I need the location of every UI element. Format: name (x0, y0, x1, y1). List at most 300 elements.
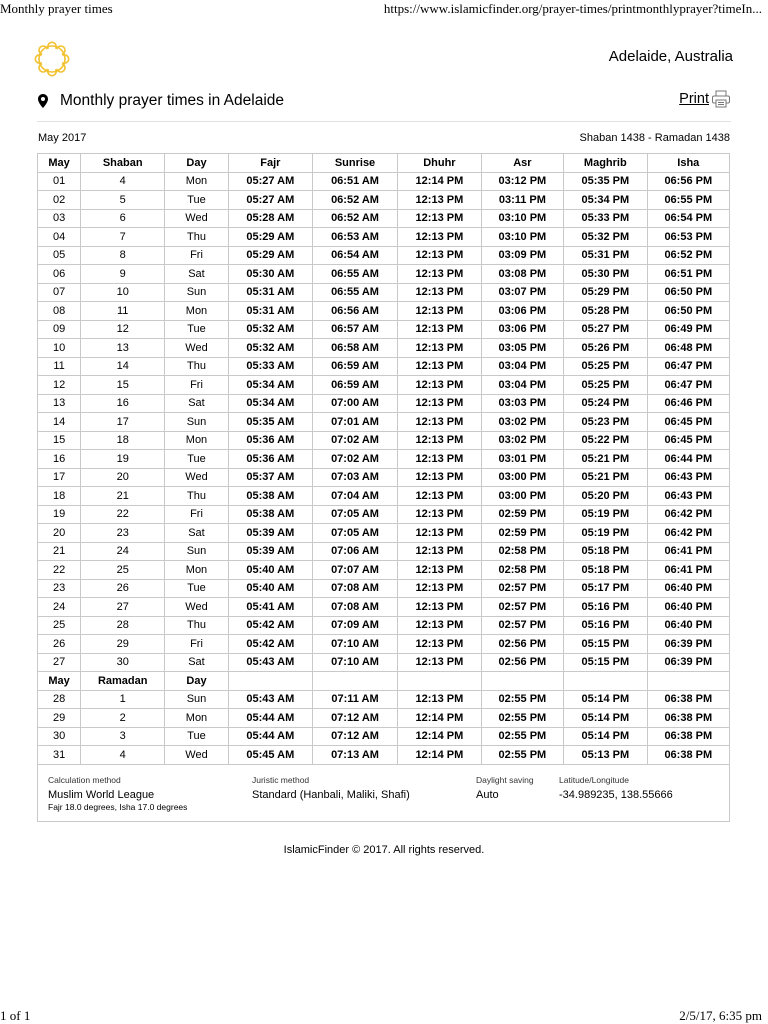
table-cell: 08 (38, 302, 81, 321)
table-cell: 07:02 AM (312, 450, 397, 469)
table-cell: 05:31 AM (228, 283, 312, 302)
table-cell: 03:08 PM (481, 265, 563, 284)
table-cell: 03 (38, 209, 81, 228)
prayer-times-panel (37, 153, 730, 822)
page-title (38, 92, 284, 110)
table-cell: 06:42 PM (647, 505, 729, 524)
table-cell: Thu (165, 616, 229, 635)
table-cell: 30 (81, 653, 165, 672)
table-cell: 12:14 PM (398, 172, 482, 191)
table-cell: 05:44 AM (228, 727, 312, 746)
table-cell: 31 (38, 746, 81, 765)
table-cell: 06:47 PM (647, 357, 729, 376)
table-cell: 12:13 PM (398, 339, 482, 358)
table-row (38, 616, 730, 635)
table-cell: 06:38 PM (647, 746, 729, 765)
table-cell: 05:33 AM (228, 357, 312, 376)
table-cell: 05:32 PM (564, 228, 648, 247)
table-cell: 11 (38, 357, 81, 376)
table-cell: 29 (38, 709, 81, 728)
month-label: May 2017 (38, 132, 87, 144)
table-cell: 12 (81, 320, 165, 339)
table-cell: 05:13 PM (564, 746, 648, 765)
table-cell: Thu (165, 357, 229, 376)
table-cell: Fri (165, 635, 229, 654)
table-cell: 05:16 PM (564, 598, 648, 617)
table-cell: 19 (38, 505, 81, 524)
table-cell: 06:47 PM (647, 376, 729, 395)
table-cell: 03:01 PM (481, 450, 563, 469)
prayer-times-table (37, 153, 730, 765)
table-cell: 06:58 AM (312, 339, 397, 358)
column-header: Shaban (81, 154, 165, 173)
table-cell: Wed (165, 598, 229, 617)
table-cell: 21 (81, 487, 165, 506)
table-cell: 15 (81, 376, 165, 395)
table-row (38, 468, 730, 487)
table-row (38, 413, 730, 432)
table-cell: 5 (81, 191, 165, 210)
table-cell: 06:54 PM (647, 209, 729, 228)
table-cell: 12:14 PM (398, 727, 482, 746)
table-cell: 05:43 AM (228, 653, 312, 672)
table-cell: 05:32 AM (228, 320, 312, 339)
print-label[interactable]: Print (679, 91, 709, 107)
table-cell: 12:13 PM (398, 450, 482, 469)
juristic-method-value: Standard (Hanbali, Maliki, Shafi) (252, 789, 410, 801)
empty-cell (228, 672, 312, 691)
table-cell: 06:50 PM (647, 283, 729, 302)
table-cell: 12:13 PM (398, 246, 482, 265)
daylight-saving-label: Daylight saving (476, 775, 534, 785)
table-cell: 05:44 AM (228, 709, 312, 728)
table-cell: 12:13 PM (398, 209, 482, 228)
table-cell: 07:08 AM (312, 579, 397, 598)
table-cell: 05:30 AM (228, 265, 312, 284)
table-cell: 07:05 AM (312, 524, 397, 543)
lat-long-value: -34.989235, 138.55666 (559, 789, 673, 801)
table-cell: 07:12 AM (312, 727, 397, 746)
table-row (38, 542, 730, 561)
table-row (38, 246, 730, 265)
table-cell: 17 (38, 468, 81, 487)
table-cell: 06 (38, 265, 81, 284)
table-row (38, 505, 730, 524)
table-cell: 06:41 PM (647, 561, 729, 580)
table-cell: Fri (165, 246, 229, 265)
table-cell: 05:28 PM (564, 302, 648, 321)
table-row (38, 690, 730, 709)
print-page-number: 1 of 1 (0, 1008, 31, 1023)
table-cell: 06:50 PM (647, 302, 729, 321)
table-cell: 11 (81, 302, 165, 321)
table-row (38, 228, 730, 247)
table-cell: 05:36 AM (228, 431, 312, 450)
table-cell: 12:13 PM (398, 265, 482, 284)
table-cell: Sat (165, 524, 229, 543)
table-row (38, 394, 730, 413)
table-cell: 12:13 PM (398, 579, 482, 598)
table-cell: 12:13 PM (398, 191, 482, 210)
table-cell: 13 (81, 339, 165, 358)
divider (37, 121, 731, 122)
table-cell: 25 (38, 616, 81, 635)
table-cell: 05:38 AM (228, 487, 312, 506)
daylight-saving-value: Auto (476, 789, 499, 801)
table-cell: 03:00 PM (481, 468, 563, 487)
table-cell: 06:46 PM (647, 394, 729, 413)
table-cell: 05:30 PM (564, 265, 648, 284)
table-cell: 15 (38, 431, 81, 450)
table-cell: 05:34 AM (228, 394, 312, 413)
table-cell: 6 (81, 209, 165, 228)
table-row (38, 431, 730, 450)
table-cell: 12:13 PM (398, 376, 482, 395)
table-cell: 02:58 PM (481, 561, 563, 580)
table-cell: 12:13 PM (398, 505, 482, 524)
table-row (38, 172, 730, 191)
table-cell: 05:14 PM (564, 709, 648, 728)
table-row (38, 598, 730, 617)
calc-method (48, 775, 154, 801)
table-row (38, 746, 730, 765)
table-cell: 06:55 AM (312, 265, 397, 284)
table-cell: 26 (81, 579, 165, 598)
table-cell: 07:02 AM (312, 431, 397, 450)
table-cell: Fri (165, 505, 229, 524)
table-cell: 06:43 PM (647, 487, 729, 506)
empty-cell (647, 672, 729, 691)
table-cell: 05:27 PM (564, 320, 648, 339)
table-cell: 05:24 PM (564, 394, 648, 413)
table-cell: 4 (81, 172, 165, 191)
table-cell: 07:08 AM (312, 598, 397, 617)
table-cell: 05:20 PM (564, 487, 648, 506)
table-cell: 02:58 PM (481, 542, 563, 561)
table-cell: 06:40 PM (647, 616, 729, 635)
table-cell: 07:06 AM (312, 542, 397, 561)
calc-method-value: Muslim World League (48, 789, 155, 801)
table-cell: 06:56 PM (647, 172, 729, 191)
table-cell: 12:13 PM (398, 302, 482, 321)
table-cell: 14 (38, 413, 81, 432)
table-cell: 23 (81, 524, 165, 543)
table-cell: 06:41 PM (647, 542, 729, 561)
table-cell: 27 (81, 598, 165, 617)
table-cell: 06:45 PM (647, 431, 729, 450)
table-cell: 05:29 AM (228, 246, 312, 265)
table-cell: 03:06 PM (481, 302, 563, 321)
empty-cell (312, 672, 397, 691)
table-cell: 18 (38, 487, 81, 506)
table-cell: 06:59 AM (312, 376, 397, 395)
table-row (38, 487, 730, 506)
table-row (38, 376, 730, 395)
table-cell: Sun (165, 542, 229, 561)
table-row (38, 635, 730, 654)
table-cell: 06:59 AM (312, 357, 397, 376)
table-cell: 4 (81, 746, 165, 765)
table-cell: 18 (81, 431, 165, 450)
print-button[interactable] (679, 90, 731, 108)
table-cell: 12:13 PM (398, 320, 482, 339)
table-cell: 7 (81, 228, 165, 247)
table-cell: 23 (38, 579, 81, 598)
table-cell: 07 (38, 283, 81, 302)
column-header: Ramadan (81, 672, 165, 691)
table-cell: 05:38 AM (228, 505, 312, 524)
table-cell: 05:34 PM (564, 191, 648, 210)
table-cell: 05:45 AM (228, 746, 312, 765)
table-cell: 05:42 AM (228, 616, 312, 635)
table-cell: 12:13 PM (398, 394, 482, 413)
table-cell: 05:25 PM (564, 357, 648, 376)
table-cell: Mon (165, 561, 229, 580)
table-cell: 12:13 PM (398, 468, 482, 487)
table-cell: 05:19 PM (564, 524, 648, 543)
table-cell: Tue (165, 320, 229, 339)
table-cell: 05:39 AM (228, 542, 312, 561)
table-cell: 12:13 PM (398, 487, 482, 506)
table-cell: 05:21 PM (564, 450, 648, 469)
table-cell: 02:55 PM (481, 690, 563, 709)
table-cell: 07:11 AM (312, 690, 397, 709)
table-cell: 03:07 PM (481, 283, 563, 302)
table-cell: 05:42 AM (228, 635, 312, 654)
table-cell: Tue (165, 727, 229, 746)
table-row (38, 524, 730, 543)
table-row (38, 265, 730, 284)
table-cell: Mon (165, 302, 229, 321)
table-cell: 05:22 PM (564, 431, 648, 450)
table-cell: 07:04 AM (312, 487, 397, 506)
table-cell: 26 (38, 635, 81, 654)
table-row (38, 191, 730, 210)
lat-long (559, 775, 673, 801)
copyright: IslamicFinder © 2017. All rights reserved. (283, 844, 485, 856)
table-cell: Wed (165, 209, 229, 228)
table-cell: 05 (38, 246, 81, 265)
table-cell: 07:05 AM (312, 505, 397, 524)
table-cell: 20 (38, 524, 81, 543)
empty-cell (398, 672, 482, 691)
table-cell: 12:13 PM (398, 413, 482, 432)
table-cell: 02:55 PM (481, 709, 563, 728)
table-cell: 21 (38, 542, 81, 561)
table-cell: 05:29 PM (564, 283, 648, 302)
table-cell: 06:44 PM (647, 450, 729, 469)
table-cell: 05:31 AM (228, 302, 312, 321)
table-cell: Wed (165, 339, 229, 358)
table-cell: 05:32 AM (228, 339, 312, 358)
table-cell: 06:51 PM (647, 265, 729, 284)
table-cell: 09 (38, 320, 81, 339)
table-cell: 24 (81, 542, 165, 561)
table-cell: 12:13 PM (398, 228, 482, 247)
print-timestamp: 2/5/17, 6:35 pm (679, 1008, 762, 1023)
table-cell: 06:38 PM (647, 690, 729, 709)
table-cell: 03:10 PM (481, 209, 563, 228)
table-header-row (38, 154, 730, 173)
column-header: Dhuhr (398, 154, 482, 173)
table-cell: 3 (81, 727, 165, 746)
table-cell: 03:12 PM (481, 172, 563, 191)
table-cell: 05:36 AM (228, 450, 312, 469)
table-cell: Sat (165, 653, 229, 672)
table-cell: 02:55 PM (481, 727, 563, 746)
hijri-month-label: Shaban 1438 - Ramadan 1438 (579, 132, 730, 144)
table-cell: Mon (165, 172, 229, 191)
table-cell: 12:13 PM (398, 690, 482, 709)
table-cell: 8 (81, 246, 165, 265)
table-cell: 07:10 AM (312, 635, 397, 654)
table-cell: 05:18 PM (564, 561, 648, 580)
table-cell: 12:13 PM (398, 431, 482, 450)
table-row (38, 709, 730, 728)
table-cell: 05:27 AM (228, 191, 312, 210)
table-cell: 06:38 PM (647, 709, 729, 728)
table-cell: 06:52 PM (647, 246, 729, 265)
table-cell: 06:55 PM (647, 191, 729, 210)
table-row (38, 579, 730, 598)
table-cell: 05:27 AM (228, 172, 312, 191)
table-cell: 06:39 PM (647, 635, 729, 654)
column-header: May (38, 154, 81, 173)
table-cell: 12:13 PM (398, 283, 482, 302)
table-cell: 02 (38, 191, 81, 210)
table-cell: 06:53 AM (312, 228, 397, 247)
table-cell: 05:29 AM (228, 228, 312, 247)
table-cell: 06:43 PM (647, 468, 729, 487)
table-cell: 06:51 AM (312, 172, 397, 191)
table-cell: 05:25 PM (564, 376, 648, 395)
table-cell: 07:10 AM (312, 653, 397, 672)
table-cell: Tue (165, 191, 229, 210)
table-cell: 06:40 PM (647, 579, 729, 598)
table-cell: 30 (38, 727, 81, 746)
table-row (38, 653, 730, 672)
table-cell: 12:13 PM (398, 561, 482, 580)
table-cell: 02:56 PM (481, 653, 563, 672)
table-cell: 02:57 PM (481, 616, 563, 635)
table-cell: 05:23 PM (564, 413, 648, 432)
table-row (38, 450, 730, 469)
table-cell: 06:45 PM (647, 413, 729, 432)
table-cell: Sun (165, 413, 229, 432)
table-cell: 07:09 AM (312, 616, 397, 635)
table-cell: 29 (81, 635, 165, 654)
table-cell: Wed (165, 468, 229, 487)
table-row (38, 320, 730, 339)
calc-method-label: Calculation method (48, 775, 121, 785)
juristic-method-label: Juristic method (252, 775, 310, 785)
column-header: May (38, 672, 81, 691)
table-cell: Tue (165, 450, 229, 469)
table-cell: 05:40 AM (228, 579, 312, 598)
table-cell: 12:14 PM (398, 709, 482, 728)
table-cell: Sat (165, 265, 229, 284)
table-cell: 02:59 PM (481, 524, 563, 543)
table-cell: 19 (81, 450, 165, 469)
table-cell: 05:31 PM (564, 246, 648, 265)
table-cell: 03:04 PM (481, 357, 563, 376)
table-cell: 24 (38, 598, 81, 617)
table-cell: Thu (165, 228, 229, 247)
table-cell: 07:13 AM (312, 746, 397, 765)
table-row (38, 339, 730, 358)
table-cell: 06:40 PM (647, 598, 729, 617)
table-cell: 06:38 PM (647, 727, 729, 746)
table-cell: 03:04 PM (481, 376, 563, 395)
table-cell: 06:52 AM (312, 191, 397, 210)
table-row (38, 561, 730, 580)
table-cell: 12:14 PM (398, 746, 482, 765)
table-cell: 06:56 AM (312, 302, 397, 321)
table-cell: 05:16 PM (564, 616, 648, 635)
map-pin-icon (38, 94, 48, 108)
table-row (38, 727, 730, 746)
table-cell: 06:39 PM (647, 653, 729, 672)
table-cell: 12:13 PM (398, 653, 482, 672)
table-cell: 2 (81, 709, 165, 728)
printer-icon[interactable] (711, 90, 731, 108)
table-cell: 03:00 PM (481, 487, 563, 506)
table-cell: 13 (38, 394, 81, 413)
table-cell: 06:48 PM (647, 339, 729, 358)
table-cell: 05:37 AM (228, 468, 312, 487)
table-cell: 16 (81, 394, 165, 413)
table-cell: 05:41 AM (228, 598, 312, 617)
table-cell: 20 (81, 468, 165, 487)
ramadan-header-row (38, 672, 730, 691)
empty-cell (481, 672, 563, 691)
table-cell: 05:39 AM (228, 524, 312, 543)
table-cell: 02:56 PM (481, 635, 563, 654)
table-cell: 07:03 AM (312, 468, 397, 487)
table-cell: 05:26 PM (564, 339, 648, 358)
table-cell: Thu (165, 487, 229, 506)
table-cell: 03:05 PM (481, 339, 563, 358)
table-cell: 05:34 AM (228, 376, 312, 395)
table-cell: 06:54 AM (312, 246, 397, 265)
table-cell: 14 (81, 357, 165, 376)
table-cell: 1 (81, 690, 165, 709)
table-cell: 06:49 PM (647, 320, 729, 339)
table-cell: 02:59 PM (481, 505, 563, 524)
table-cell: 10 (38, 339, 81, 358)
table-cell: Sun (165, 283, 229, 302)
table-cell: 05:15 PM (564, 635, 648, 654)
lat-long-label: Latitude/Longitude (559, 775, 629, 785)
table-cell: 05:14 PM (564, 690, 648, 709)
table-cell: 10 (81, 283, 165, 302)
table-cell: 03:11 PM (481, 191, 563, 210)
empty-cell (564, 672, 648, 691)
islamicfinder-logo[interactable] (32, 39, 72, 79)
table-row (38, 302, 730, 321)
table-cell: 03:06 PM (481, 320, 563, 339)
table-cell: 28 (81, 616, 165, 635)
table-cell: 05:14 PM (564, 727, 648, 746)
table-cell: Wed (165, 746, 229, 765)
table-row (38, 209, 730, 228)
table-cell: 05:35 AM (228, 413, 312, 432)
table-cell: 12:13 PM (398, 524, 482, 543)
table-cell: 28 (38, 690, 81, 709)
table-cell: 07:12 AM (312, 709, 397, 728)
table-cell: 05:33 PM (564, 209, 648, 228)
table-cell: 12:13 PM (398, 616, 482, 635)
